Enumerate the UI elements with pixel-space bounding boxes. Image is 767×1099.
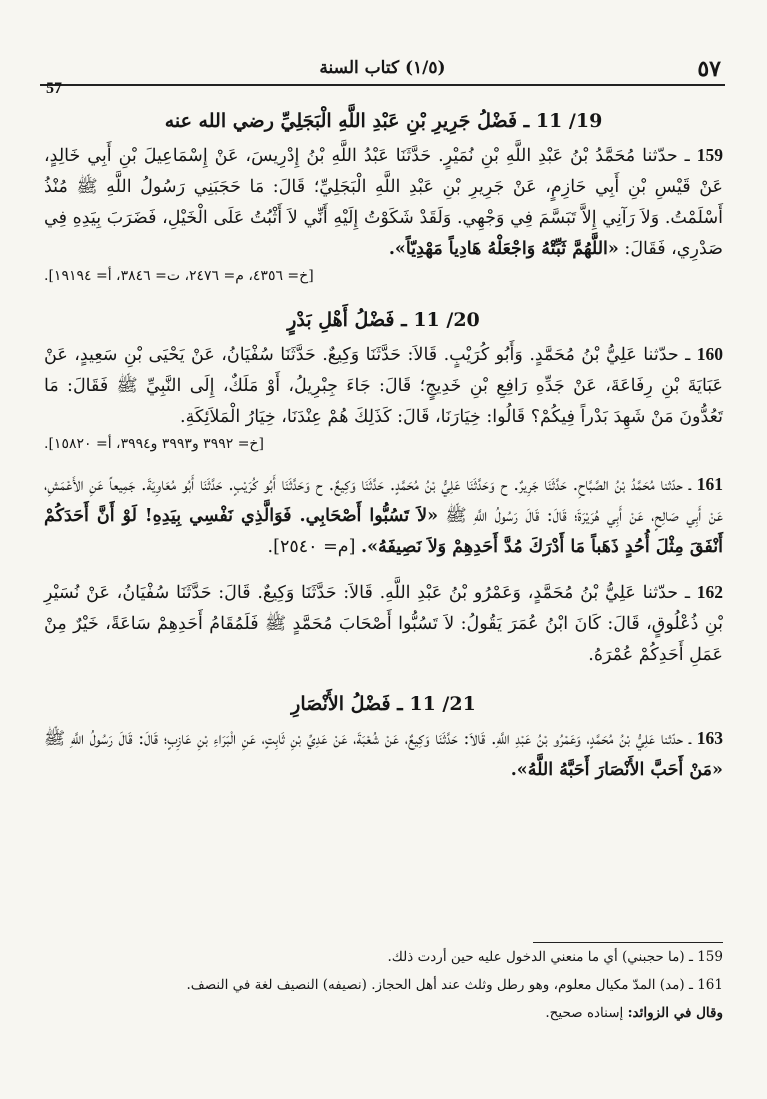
hadith-quote: «مَنْ أَحَبَّ الأَنْصَارَ أَحَبَّهُ اللَّهُ». bbox=[510, 760, 723, 780]
footnote-label: وقال في الزوائد: bbox=[627, 1005, 723, 1021]
hadith-number: 163 bbox=[696, 728, 723, 748]
section-heading: 21/ 11 ـ فَضْلُ الأَنْصَارِ bbox=[291, 693, 476, 715]
footnote bbox=[44, 999, 723, 1027]
hadith-text: ـ حدّثنا مُحَمَّدُ بْنُ عَبْدِ اللَّهِ بْنِ نُمَيْرٍ. حَدَّثَنَا عَبْدُ اللَّهِ بْنُ إِدْرِيسَ، عَنْ إِسْمَاعِيلَ بْنِ أَبِي خَالِدٍ، عَنْ قَيْسِ بْنِ أَبِي حَازِمٍ، عَنْ جَرِيرِ بْنِ عَبْدِ اللَّهِ الْبَجَلِيِّ؛ قَالَ: مَا حَجَبَنِي رَسُولُ اللَّهِ ﷺ مُنْذُ أَسْلَمْتُ. وَلاَ رَآنِي إِلاَّ تَبَسَّمَ فِي وَجْهِي. وَلَقَدْ شَكَوْتُ إِلَيْهِ أَنِّي لاَ أَثْبُتُ عَلَى الْخَيْلِ، فَضَرَبَ بِيَدِهِ فِي صَدْرِي، فَقَالَ: bbox=[44, 146, 723, 259]
footnote bbox=[44, 971, 723, 999]
hadith-text: ـ حدّثنا عَلِيُّ بْنُ مُحَمَّدٍ. وَأَبُو كُرَيْبٍ. قَالاَ: حَدَّثَنَا وَكِيعٌ. حَدَّثَنَا سُفْيَانُ، عَنْ يَحْيَى بْنِ سَعِيدٍ، عَنْ عَبَايَةَ بْنِ رِفَاعَةَ، عَنْ جَدِّهِ رَافِعِ بْنِ خَدِيجٍ؛ قَالَ: جَاءَ جِبْرِيلُ، أَوْ مَلَكٌ، إِلَى النَّبِيِّ ﷺ فَقَالَ: مَا تَعُدُّونَ مَنْ شَهِدَ بَدْراً فِيكُمْ؟ قَالُوا: خِيَارَنَا، قَالَ: كَذَلِكَ هُمْ عِنْدَنَا، خِيَارُ الْمَلاَئِكَةِ. bbox=[44, 345, 723, 427]
page-number-arabic: ٥٧ bbox=[697, 56, 721, 82]
footnote-label: 161 ـ bbox=[688, 977, 723, 993]
hadith-paragraph bbox=[44, 723, 723, 786]
main-text bbox=[44, 110, 723, 786]
footnote-text: إسناده صحيح. bbox=[545, 1005, 624, 1021]
page-header bbox=[40, 52, 725, 97]
running-title: (١/٥) كتاب السنة bbox=[319, 58, 446, 78]
section-heading: 20/ 11 ـ فَضْلُ أَهْلِ بَدْرٍ bbox=[287, 309, 480, 331]
hadith-reference: [خ= ٣٩٩٢ و٣٩٩٣ و٣٩٩٤، أ= ١٥٨٢٠]. bbox=[44, 436, 264, 452]
hadith-reference-inline: [م= ٢٥٤٠]. bbox=[267, 537, 356, 557]
footnote bbox=[44, 943, 723, 971]
footnotes bbox=[44, 942, 723, 1027]
hadith-number: 159 bbox=[696, 145, 723, 165]
section-heading: 19/ 11 ـ فَضْلُ جَرِيرِ بْنِ عَبْدِ اللَّهِ الْبَجَلِيِّ رضي الله عنه bbox=[164, 110, 603, 132]
hadith-number: 161 bbox=[696, 474, 723, 494]
hadith-number: 162 bbox=[696, 582, 723, 602]
footnote-text: (ما حجبني) أي ما منعني الدخول عليه حين أردت ذلك. bbox=[387, 949, 685, 965]
hadith-quote: «لاَ تَسُبُّوا أَصْحَابِي. فَوَالَّذِي نَفْسِي بِيَدِهِ! لَوْ أَنَّ أَحَدَكُمْ أَنْفَقَ مِثْلَ أُحُدٍ ذَهَباً مَا أَدْرَكَ مُدَّ أَحَدِهِمْ وَلاَ نَصِيفَهُ». bbox=[44, 506, 723, 557]
page-number-latin: 57 bbox=[46, 80, 62, 97]
footnote-text: (مد) المدّ مكيال معلوم، وهو رطل وثلث عند أهل الحجاز. (نصيفه) النصيف لغة في النصف. bbox=[186, 977, 685, 993]
footnote-label: 159 ـ bbox=[688, 949, 723, 965]
hadith-paragraph bbox=[44, 339, 723, 433]
hadith-number: 160 bbox=[696, 344, 723, 364]
hadith-text: ـ حدّثنا مُحَمَّدُ بْنُ الصَّبَّاحِ. حَدَّثَنَا جَرِيرٌ. ح وَحَدَّثَنَا عَلِيُّ بْنُ مُحَمَّدٍ. حَدَّثَنَا وَكِيعٌ. ح وَحَدَّثَنَا أَبُو كُرَيْبٍ. حَدَّثَنَا أَبُو مُعَاوِيَةَ. جَمِيعاً عَنِ الأَعْمَشِ، عَنْ أَبِي صَالِحٍ، عَنْ أَبِي هُرَيْرَةَ؛ قَالَ: قَالَ رَسُولُ اللَّهِ ﷺ bbox=[44, 475, 723, 526]
hadith-paragraph bbox=[44, 577, 723, 671]
hadith-text: ـ حدّثنا عَلِيُّ بْنُ مُحَمَّدٍ، وَعَمْرُو بْنُ عَبْدِ اللَّهِ. قَالاَ: حَدَّثَنَا وَكِيعٌ، عَنْ شُعْبَةَ، عَنْ عَدِيِّ بْنِ ثَابِتٍ، عَنِ الْبَرَاءِ بْنِ عَازِبٍ؛ قَالَ: قَالَ رَسُولُ اللَّهِ ﷺ bbox=[44, 729, 692, 749]
hadith-paragraph bbox=[44, 469, 723, 563]
hadith-quote: «اللَّهُمَّ ثَبِّتْهُ وَاجْعَلْهُ هَادِياً مَهْدِيّاً». bbox=[388, 239, 619, 259]
hadith-paragraph bbox=[44, 140, 723, 265]
hadith-reference: [خ= ٤٣٥٦، م= ٢٤٧٦، ت= ٣٨٤٦، أ= ١٩١٩٤]. bbox=[44, 268, 314, 284]
hadith-text: ـ حدّثنا عَلِيُّ بْنُ مُحَمَّدٍ، وَعَمْرُو بْنُ عَبْدِ اللَّهِ. قَالاَ: حَدَّثَنَا وَكِيعٌ. قَالَ: حَدَّثَنَا سُفْيَانُ، عَنْ نُسَيْرِ بْنِ ذُعْلُوقٍ، قَالَ: كَانَ ابْنُ عُمَرَ يَقُولُ: لاَ تَسُبُّوا أَصْحَابَ مُحَمَّدٍ ﷺ فَلَمُقَامُ أَحَدِهِمْ سَاعَةً، خَيْرٌ مِنْ عَمَلِ أَحَدِكُمْ عُمْرَهُ. bbox=[44, 583, 723, 665]
